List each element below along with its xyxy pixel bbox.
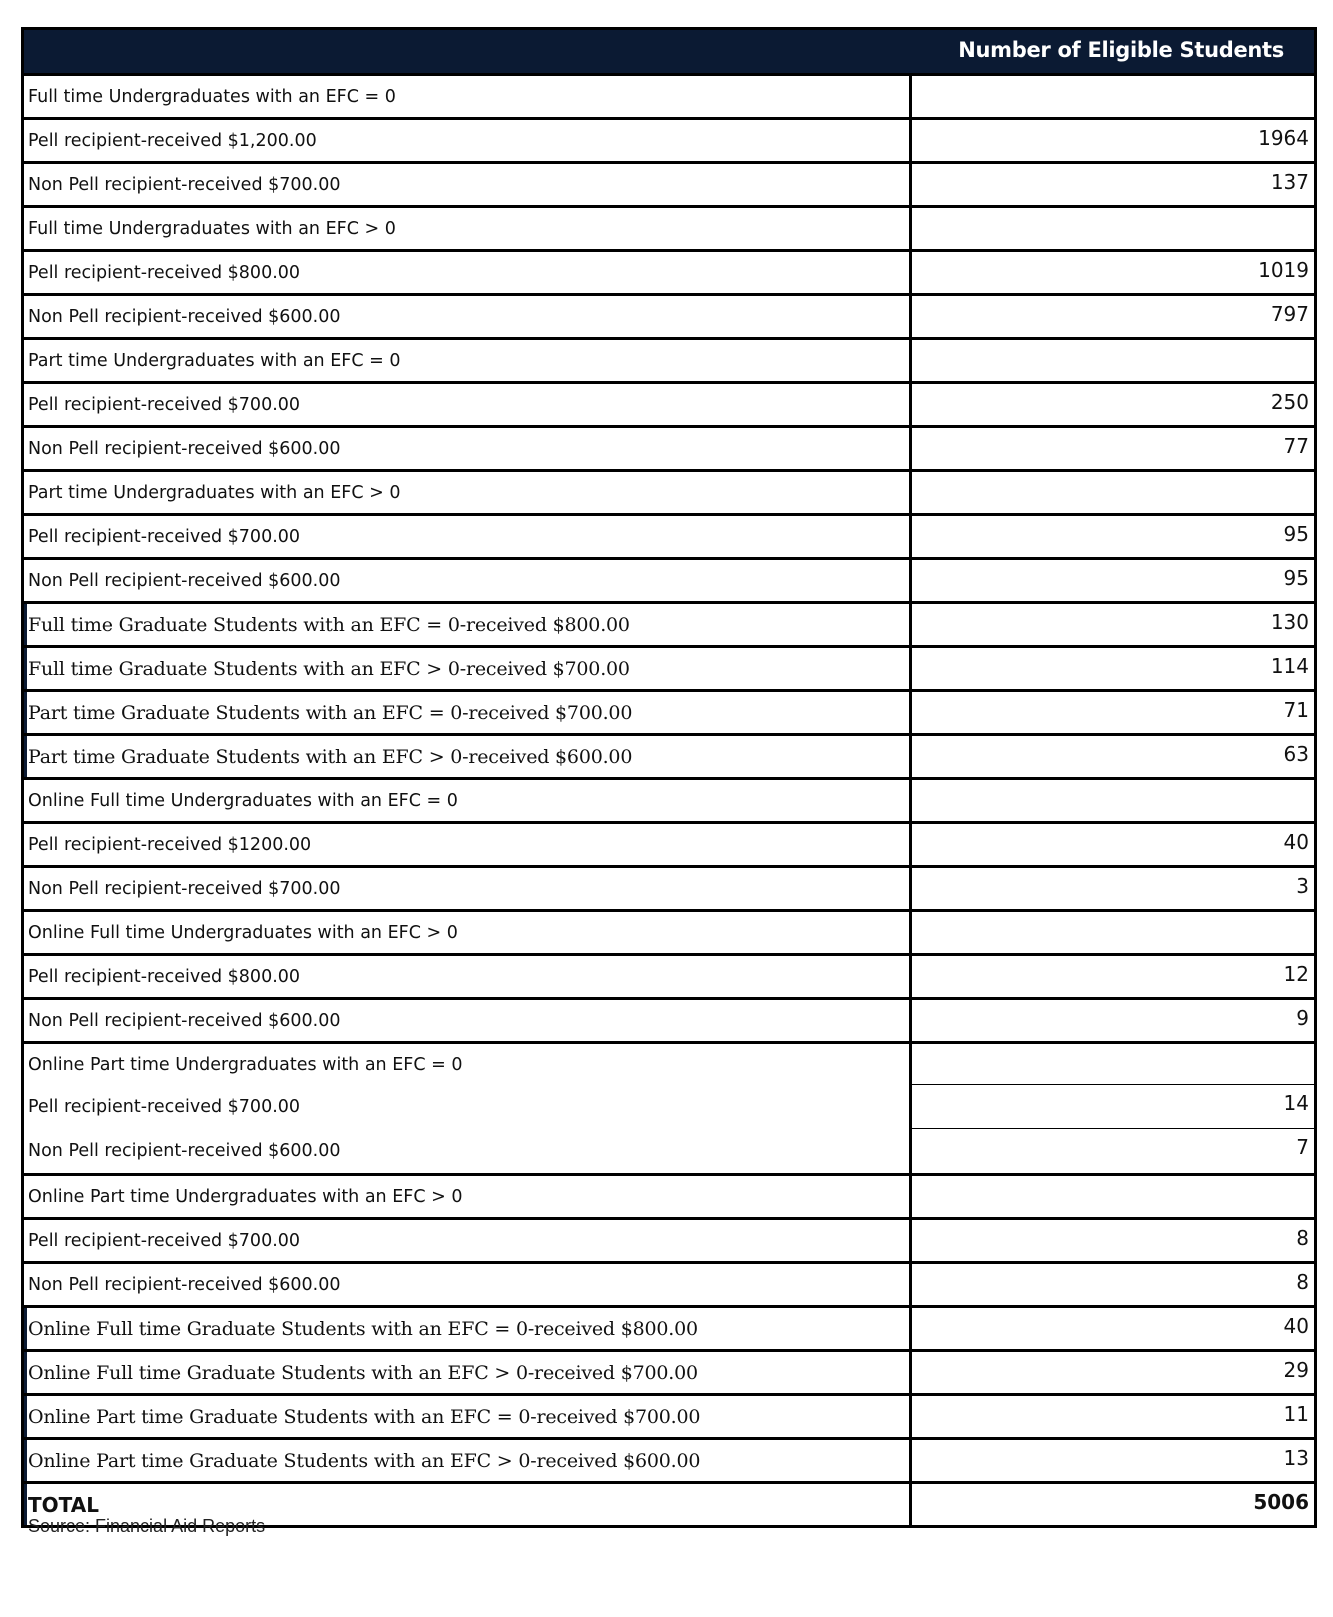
table-row — [24, 953, 1314, 997]
row-label: Online Full time Graduate Students with an EFC = 0-received $800.00 — [24, 1308, 912, 1349]
table-row — [24, 997, 1314, 1041]
column-header-eligible-students: Number of Eligible Students — [958, 38, 1284, 62]
table-row — [24, 117, 1314, 161]
source-note: Source: Financial Aid Reports — [28, 1516, 266, 1536]
row-label: Non Pell recipient-received $600.00 — [24, 296, 912, 337]
table-row — [24, 469, 1314, 513]
row-label: Online Part time Undergraduates with an EFC > 0 — [24, 1176, 912, 1217]
row-value: 29 — [1283, 1358, 1309, 1382]
row-label: Part time Graduate Students with an EFC > 0-received $600.00 — [24, 736, 912, 777]
table-row — [24, 909, 1314, 953]
row-label: Full time Graduate Students with an EFC > 0-received $700.00 — [24, 648, 912, 689]
row-value: 14 — [912, 1085, 1314, 1129]
row-value: 13 — [1283, 1446, 1309, 1470]
table-row — [24, 601, 1314, 645]
row-label: Pell recipient-received $700.00 — [24, 516, 912, 557]
row-value: 40 — [1283, 1314, 1309, 1338]
table-header — [24, 30, 1314, 73]
row-label: Online Part time Undergraduates with an EFC = 0 — [24, 1044, 912, 1085]
row-label: Online Part time Graduate Students with an EFC = 0-received $700.00 — [24, 1396, 912, 1437]
table-row — [24, 777, 1314, 821]
table-row — [24, 293, 1314, 337]
total-label: TOTAL — [24, 1484, 912, 1525]
table-row — [24, 557, 1314, 601]
row-label: Online Full time Undergraduates with an EFC = 0 — [24, 780, 912, 821]
row-value: 95 — [1283, 522, 1309, 546]
row-value: 8 — [1296, 1226, 1309, 1250]
row-value: 40 — [1283, 830, 1309, 854]
row-label: Non Pell recipient-received $600.00 — [24, 1129, 912, 1173]
table-row — [24, 689, 1314, 733]
row-label: Online Full time Undergraduates with an EFC > 0 — [24, 912, 912, 953]
row-value: 12 — [1283, 962, 1309, 986]
eligible-students-table — [21, 27, 1317, 1528]
table-row — [24, 821, 1314, 865]
table-row — [24, 733, 1314, 777]
row-label: Full time Graduate Students with an EFC = 0-received $800.00 — [24, 604, 912, 645]
table-row — [24, 1261, 1314, 1305]
row-label: Non Pell recipient-received $600.00 — [24, 1000, 912, 1041]
row-label: Part time Undergraduates with an EFC = 0 — [24, 340, 912, 381]
row-value: 1964 — [1258, 126, 1309, 150]
row-value: 71 — [1283, 698, 1309, 722]
row-label: Non Pell recipient-received $600.00 — [24, 1264, 912, 1305]
row-value: 3 — [1296, 874, 1309, 898]
row-label: Non Pell recipient-received $700.00 — [24, 164, 912, 205]
row-value: 250 — [1270, 390, 1309, 414]
row-value — [912, 912, 1314, 953]
table-row — [24, 1173, 1314, 1217]
row-label: Non Pell recipient-received $600.00 — [24, 428, 912, 469]
table-row — [24, 1437, 1314, 1481]
row-label: Non Pell recipient-received $700.00 — [24, 868, 912, 909]
table-row — [24, 1217, 1314, 1261]
row-value: 63 — [1283, 742, 1309, 766]
table-row — [24, 1129, 1314, 1173]
row-value — [912, 1044, 1314, 1085]
table-row — [24, 337, 1314, 381]
row-label: Full time Undergraduates with an EFC > 0 — [24, 208, 912, 249]
table-row — [24, 381, 1314, 425]
row-value: 95 — [1283, 566, 1309, 590]
row-value — [912, 472, 1314, 513]
row-value — [912, 76, 1314, 117]
row-value: 137 — [1270, 170, 1309, 194]
table-row — [24, 645, 1314, 689]
table-row — [24, 1305, 1314, 1349]
row-label: Pell recipient-received $1200.00 — [24, 824, 912, 865]
row-value: 130 — [1270, 610, 1309, 634]
row-label: Pell recipient-received $700.00 — [24, 1220, 912, 1261]
row-label: Full time Undergraduates with an EFC = 0 — [24, 76, 912, 117]
row-value — [912, 208, 1314, 249]
table-row — [24, 205, 1314, 249]
table-row — [24, 1349, 1314, 1393]
row-label: Pell recipient-received $1,200.00 — [24, 120, 912, 161]
table-row — [24, 161, 1314, 205]
row-label: Non Pell recipient-received $600.00 — [24, 560, 912, 601]
table-row — [24, 425, 1314, 469]
row-value — [912, 1176, 1314, 1217]
table-row — [24, 865, 1314, 909]
table-row — [24, 1085, 1314, 1129]
row-value: 1019 — [1258, 258, 1309, 282]
row-value: 77 — [1283, 434, 1309, 458]
row-label: Part time Graduate Students with an EFC = 0-received $700.00 — [24, 692, 912, 733]
row-label: Part time Undergraduates with an EFC > 0 — [24, 472, 912, 513]
row-label: Pell recipient-received $800.00 — [24, 956, 912, 997]
row-label: Pell recipient-received $700.00 — [24, 384, 912, 425]
row-label: Pell recipient-received $800.00 — [24, 252, 912, 293]
row-value — [912, 340, 1314, 381]
table-row — [24, 1393, 1314, 1437]
row-label: Pell recipient-received $700.00 — [24, 1085, 912, 1129]
row-value — [912, 780, 1314, 821]
table-row — [24, 73, 1314, 117]
row-label: Online Part time Graduate Students with an EFC > 0-received $600.00 — [24, 1440, 912, 1481]
row-value: 114 — [1270, 654, 1309, 678]
row-label: Online Full time Graduate Students with an EFC > 0-received $700.00 — [24, 1352, 912, 1393]
row-value: 797 — [1270, 302, 1309, 326]
total-value: 5006 — [1253, 1490, 1309, 1514]
table-row — [24, 1041, 1314, 1085]
table-row — [24, 513, 1314, 557]
row-value: 7 — [1296, 1135, 1309, 1159]
row-value: 11 — [1283, 1402, 1309, 1426]
table-row — [24, 249, 1314, 293]
row-value: 8 — [1296, 1270, 1309, 1294]
row-value: 9 — [1296, 1006, 1309, 1030]
